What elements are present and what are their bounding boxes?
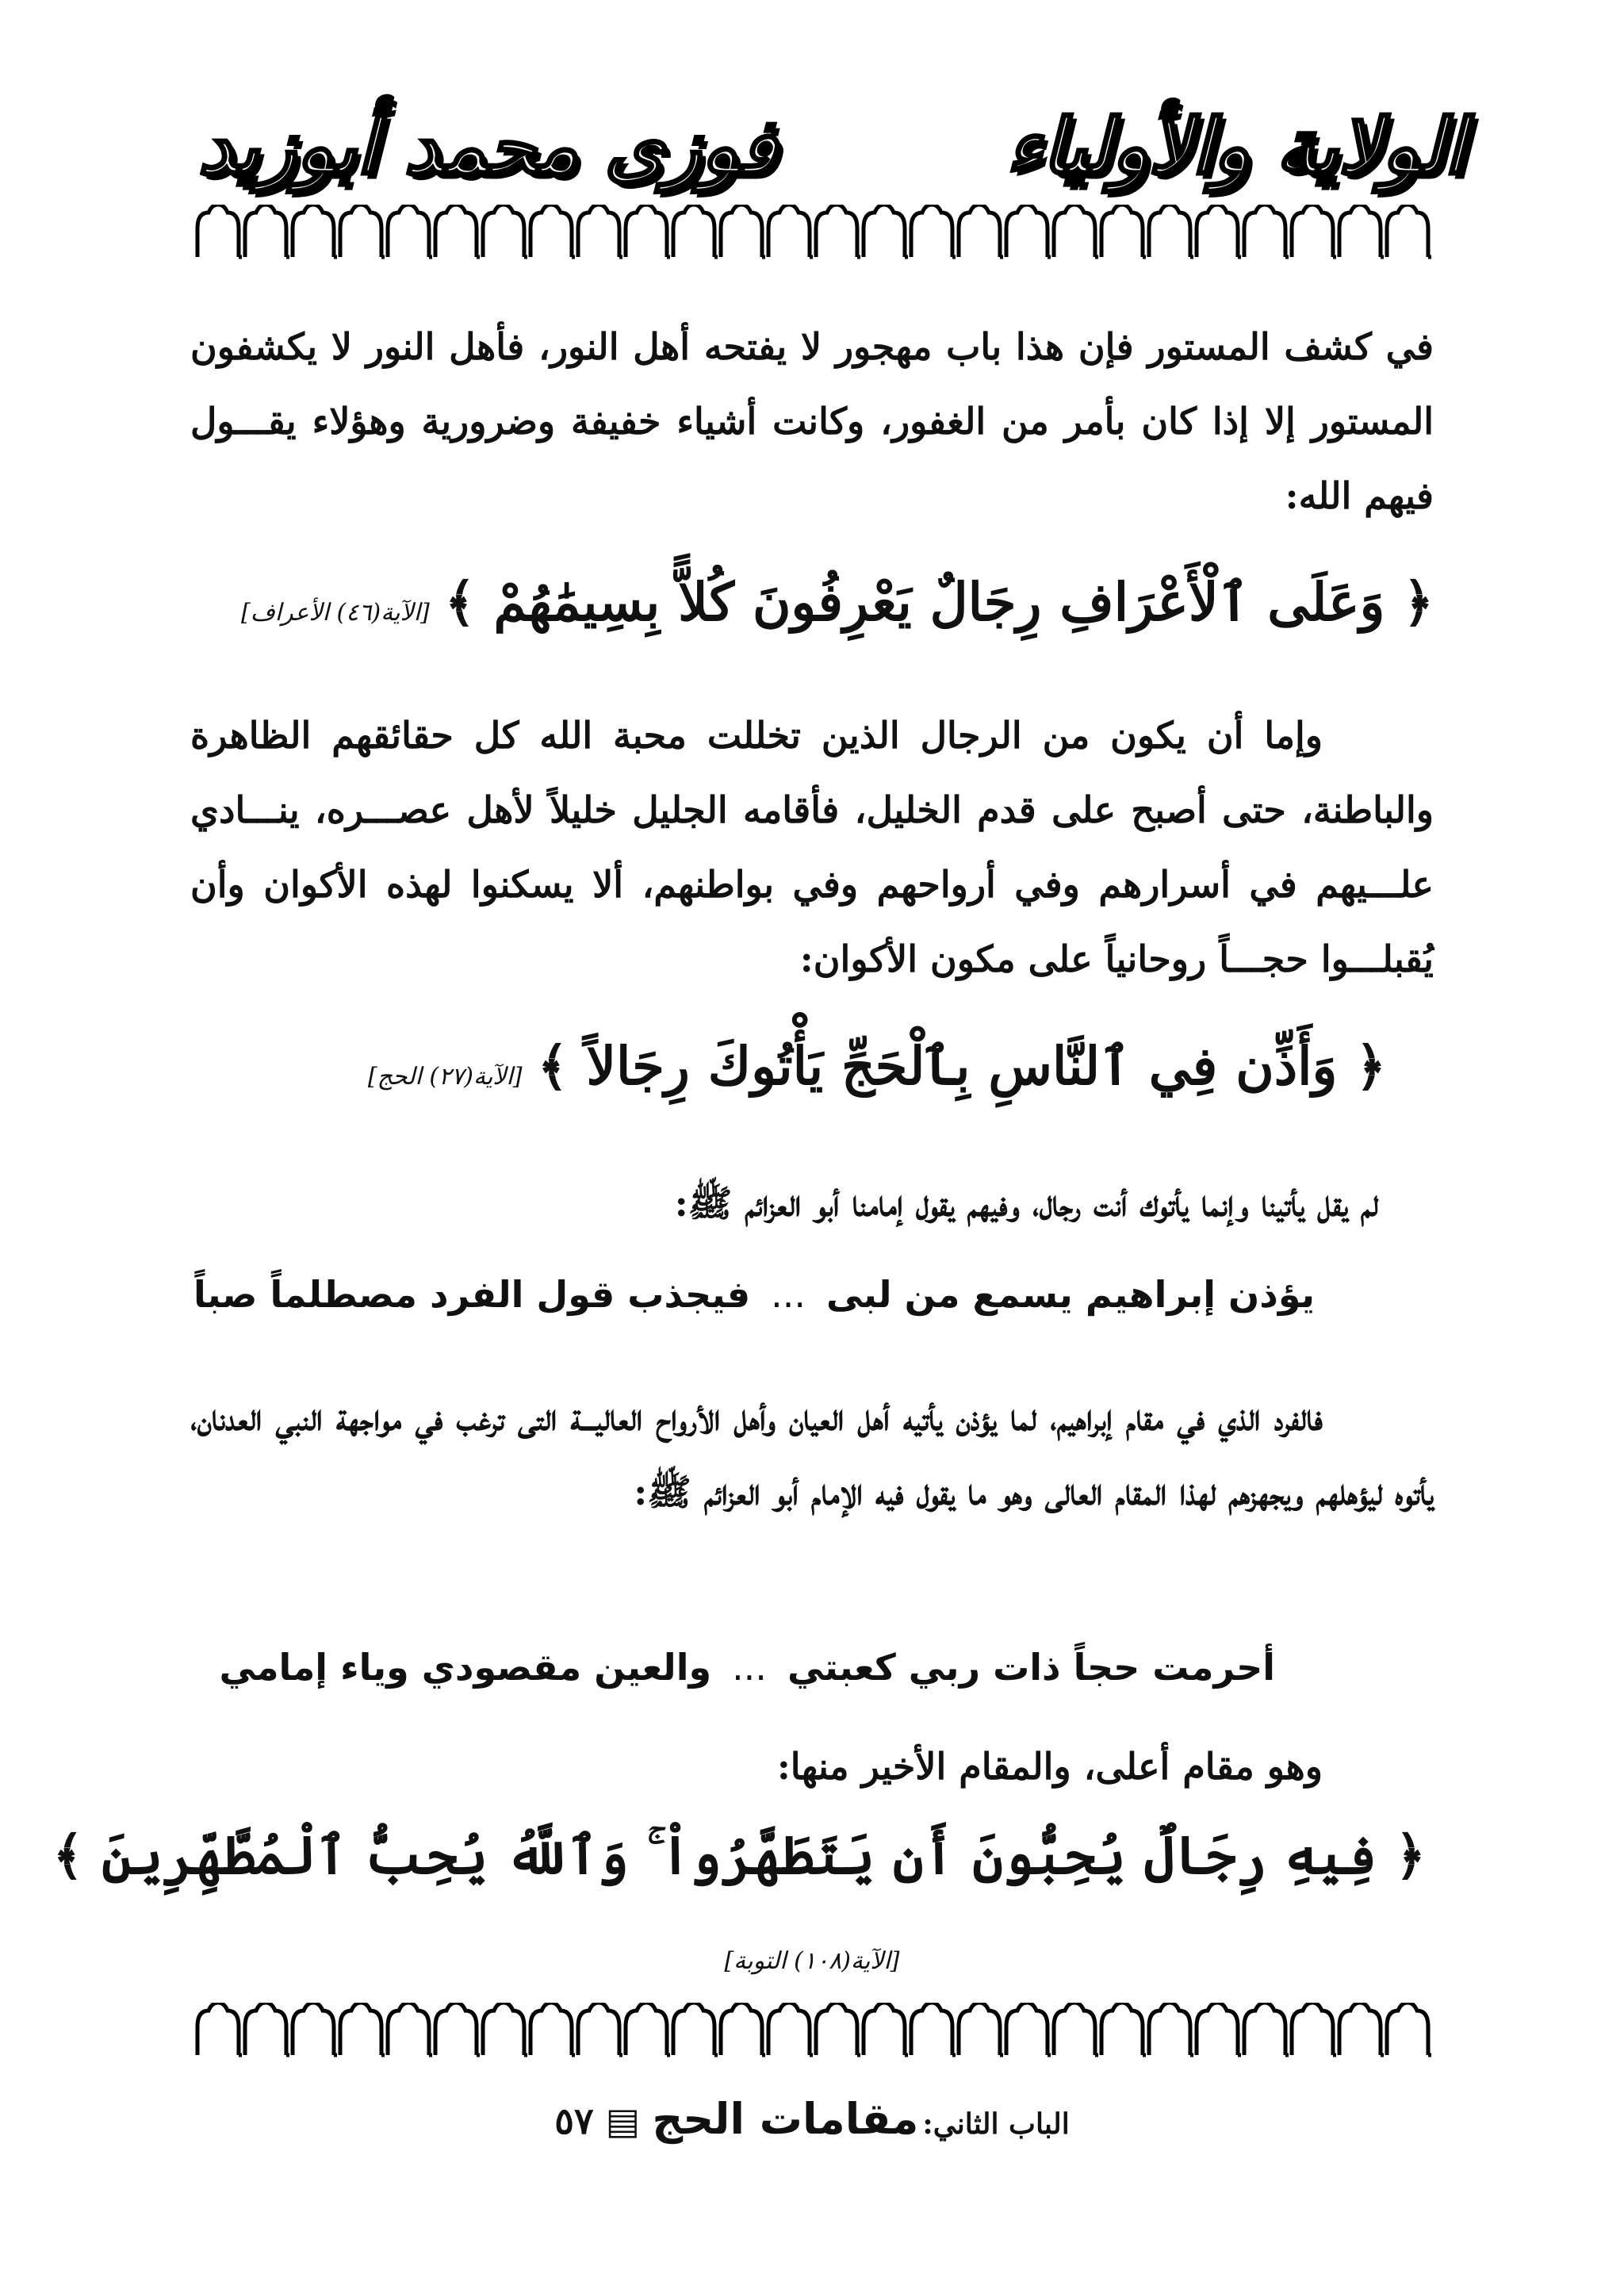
paragraph-1: في كشف المستور فإن هذا باب مهجور لا يفتحه أهل النور، فأهل النور لا يكشفون المستور إلا إذا كان بأمر من الغفور، وكانت أشياء خفيفة وضرورية وهؤلاء يقـــول فيهم الله:	[190, 325, 1434, 517]
verse-3-ref: [الآية(١٠٨) التوبة]	[724, 1947, 900, 1975]
poem-line-2	[220, 1646, 1275, 1689]
verse-2-text: ﴿ وَأَذِّن فِي ٱلنَّاسِ بِٱلْحَجِّ يَأْتُوكَ رِجَالاً ﴾	[537, 1035, 1386, 1097]
verse-1-ref: [الآية(٤٦) الأعراف]	[240, 599, 430, 627]
paragraph-4: فالفرد الذي في مقام إبراهيم، لما يؤذن يأتيه أهل العيان وأهل الأرواح العاليـــة التى ترغب في مواجهة النبي العدنان، يأتوه ليؤهلهم ويجهزهم لهذا المقام العالى وهو ما يقول فيه الإمام أبو العزائم ﷺ:	[190, 1396, 1434, 1513]
page-footer	[0, 2094, 1624, 2144]
paragraph-5: وهو مقام أعلى، والمقام الأخير منها:	[776, 1745, 1323, 1788]
bottom-arch-border	[194, 2003, 1431, 2058]
paragraph-3: لم يقل يأتينا وإنما يأتوك أنت رجال، وفيهم يقول إمامنا أبو العزائم ﷺ:	[674, 1182, 1378, 1225]
top-arch-border	[194, 205, 1431, 260]
poem-1-second-hemistich: فيجذب قول الفرد مصطلماً صباً	[193, 1273, 751, 1316]
page-number: ٥٧	[554, 2099, 594, 2142]
poem-2-first-hemistich: أحرمت حجاً ذات ربي كعبتي	[787, 1646, 1275, 1689]
verse-2-ref: [الآية(٢٧) الحج]	[367, 1063, 523, 1091]
verse-1-text: ﴿ وَعَلَى ٱلْأَعْرَافِ رِجَالٌ يَعْرِفُونَ كُلاًّ بِسِيمَٰهُمْ ﴾	[444, 571, 1434, 633]
poem-2-separator: ...	[732, 1646, 767, 1689]
book-title: الولاية والأولياء	[1006, 102, 1465, 191]
poem-2-second-hemistich: والعين مقصودي وياء إمامي	[219, 1646, 712, 1689]
poem-1-first-hemistich: يؤذن إبراهيم يسمع من لبى	[825, 1273, 1315, 1316]
author-name: فوزى محمد أبوزيد	[198, 102, 777, 191]
chapter-title: مقامات الحج	[652, 2094, 919, 2144]
verse-1	[241, 571, 1434, 633]
verse-3-text: ﴿ فِيهِ رِجَالٌ يُحِبُّونَ أَن يَتَطَهَّرُواْ ۚ وَٱللَّهُ يُحِبُّ ٱلْمُطَّهِّرِينَ ﴾	[52, 1824, 1426, 1886]
page-box-icon: ▤	[605, 2099, 641, 2142]
poem-1-separator: ...	[771, 1273, 806, 1316]
paragraph-2: وإما أن يكون من الرجال الذين تخللت محبة الله كل حقائقهم الظاهرة والباطنة، حتى أصبح على قدم الخليل، فأقامه الجليل خليلاً لأهل عصـــره، ينـــادي علـــيهم في أسرارهم وفي أرواحهم وفي بواطنهم، ألا يسكنوا لهذه الأكوان وأن يُقبلـــوا حجـــاً روحانياً على مكون الأكوان:	[190, 714, 1434, 980]
poem-line-1	[193, 1273, 1315, 1316]
chapter-label: الباب الثاني:	[922, 2107, 1070, 2141]
verse-3	[52, 1824, 1426, 1888]
verse-2	[368, 1035, 1386, 1097]
verse-3-ref-line	[0, 1947, 1624, 1975]
